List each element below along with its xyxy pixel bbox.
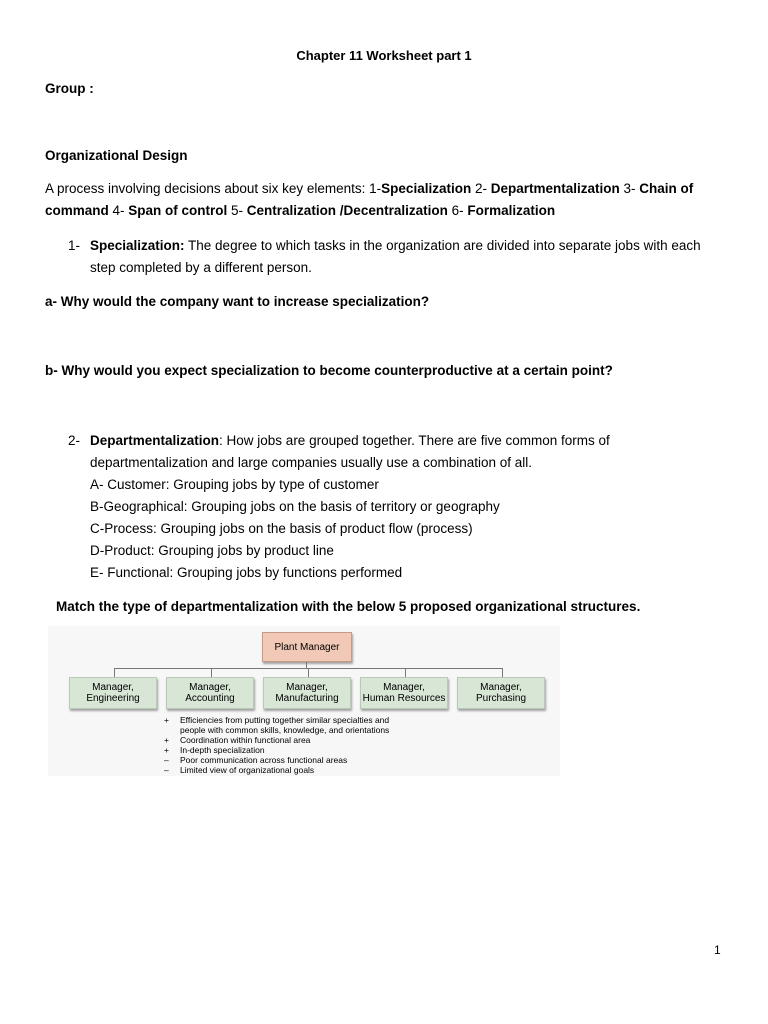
page-number: 1 xyxy=(714,943,721,957)
bullet-item: people with common skills, knowledge, and orientations xyxy=(180,725,390,735)
item2-number: 2- xyxy=(68,433,81,448)
manager-purchasing-box: Manager, Purchasing xyxy=(457,677,545,709)
form-functional: E- Functional: Grouping jobs by functions performed xyxy=(90,565,403,580)
section-heading: Organizational Design xyxy=(45,148,188,163)
connector-drop xyxy=(405,668,406,677)
item1-number: 1- xyxy=(68,238,81,253)
bullet-item: + Coordination within functional area xyxy=(164,735,311,745)
bullet-item: – Limited view of organizational goals xyxy=(164,765,315,775)
form-geographical: B-Geographical: Grouping jobs on the basis of territory or geography xyxy=(90,499,500,514)
manager-manufacturing-box: Manager, Manufacturing xyxy=(263,677,351,709)
plant-manager-box: Plant Manager xyxy=(262,632,352,662)
bullet-item: + In-depth specialization xyxy=(164,745,265,755)
intro-paragraph: A process involving decisions about six key elements: 1-Specialization 2- Departmentalization 3- Chain of command 4- Span of control 5- Centralization /Decentralization 6- Formalization xyxy=(45,181,694,218)
functional-org-chart xyxy=(48,626,560,776)
page-title: Chapter 11 Worksheet part 1 xyxy=(296,48,472,63)
manager-accounting-box: Manager, Accounting xyxy=(166,677,254,709)
question-b: b- Why would you expect specialization to become counterproductive at a certain point? xyxy=(45,363,613,378)
item2-definition: Departmentalization: How jobs are grouped together. There are five common forms of departmentalization and large companies usually use a combination of all. A- Customer: Grouping jobs by type of customer B-Geographical: Grouping jobs on the basis of territory or geography C-Process: Grouping jobs on the basis of product flow (process) D-Product: Grouping jobs by product line E- Functional: Grouping jobs by functions performed xyxy=(90,433,610,580)
manager-engineering-box: Manager, Engineering xyxy=(69,677,157,709)
match-instruction: Match the type of departmentalization with the below 5 proposed organizational structures. xyxy=(56,599,641,614)
connector-drop xyxy=(502,668,503,677)
item1-definition: Specialization: The degree to which tasks in the organization are divided into separate jobs with each step completed by a different person. xyxy=(90,238,701,275)
connector-drop xyxy=(211,668,212,677)
group-label: Group : xyxy=(45,81,94,96)
connector-drop xyxy=(308,668,309,677)
form-customer: A- Customer: Grouping jobs by type of customer xyxy=(90,477,379,492)
manager-human-resources-box: Manager, Human Resources xyxy=(360,677,448,709)
bullet-item: – Poor communication across functional areas xyxy=(164,755,348,765)
form-product: D-Product: Grouping jobs by product line xyxy=(90,543,334,558)
bullet-item: + Efficiencies from putting together similar specialties and xyxy=(164,715,390,725)
form-process: C-Process: Grouping jobs on the basis of product flow (process) xyxy=(90,521,473,536)
connector-drop xyxy=(114,668,115,677)
question-a: a- Why would the company want to increase specialization? xyxy=(45,294,430,309)
